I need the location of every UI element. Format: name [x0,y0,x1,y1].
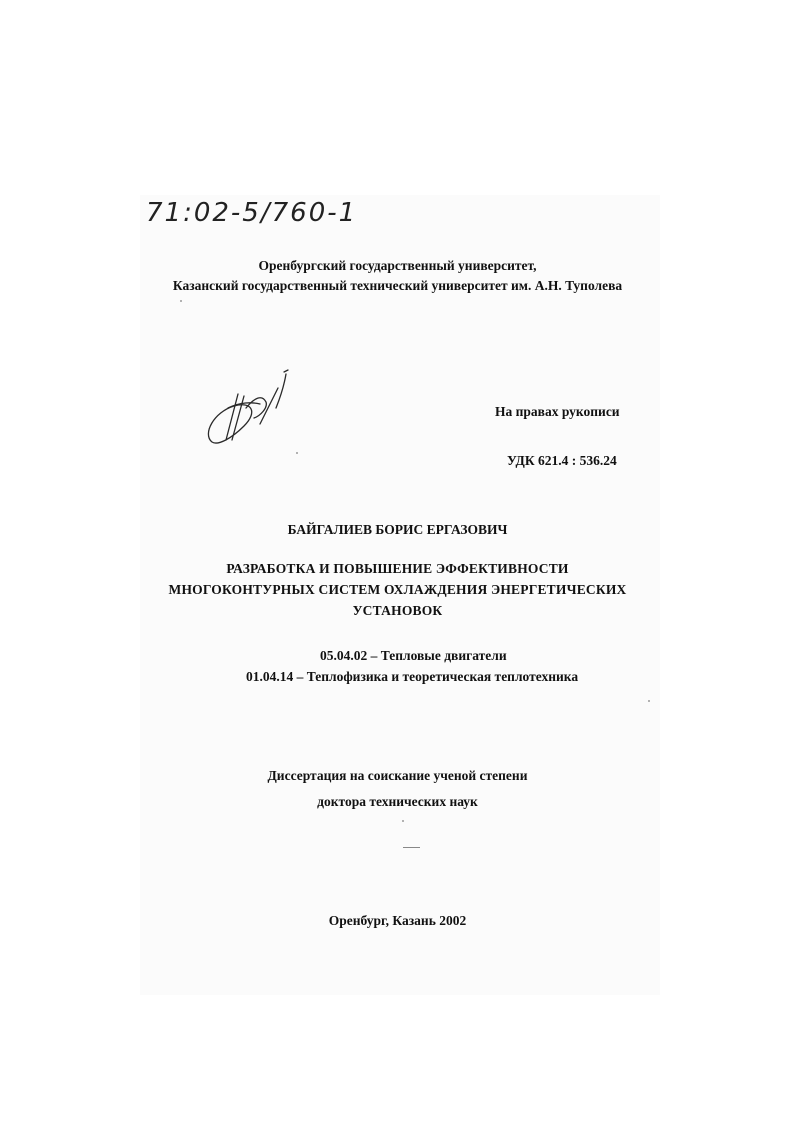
title-line-3: УСТАНОВОК [352,603,443,618]
institution-line-1: Оренбургский государственный университет, [258,258,537,273]
udc-code: УДК 621.4 : 536.24 [507,453,617,468]
rights-note: На правах рукописи [495,404,620,419]
signature-image [200,368,300,450]
degree-line-2: доктора технических наук [317,794,478,809]
author-name: БАЙГАЛИЕВ БОРИС ЕРГАЗОВИЧ [287,522,508,537]
scan-speck [296,452,298,454]
specialty-1: 05.04.02 – Тепловые двигатели [320,648,507,663]
title-line-1: РАЗРАБОТКА И ПОВЫШЕНИЕ ЭФФЕКТИВНОСТИ [226,561,569,576]
scan-speck [180,300,182,302]
place-year: Оренбург, Казань 2002 [328,913,467,928]
degree-line-1: Диссертация на соискание ученой степени [267,768,528,783]
archive-code-handwritten: 71:02-5/760-1 [146,198,358,228]
title-line-2: МНОГОКОНТУРНЫХ СИСТЕМ ОХЛАЖДЕНИЯ ЭНЕРГЕТИЧЕСКИХ [168,582,627,597]
specialty-2: 01.04.14 – Теплофизика и теоретическая теплотехника [246,669,579,684]
scan-speck [402,820,404,822]
institution-line-2: Казанский государственный технический университет им. А.Н. Туполева [172,278,623,293]
scan-mark [403,847,420,848]
scan-speck [648,700,650,702]
